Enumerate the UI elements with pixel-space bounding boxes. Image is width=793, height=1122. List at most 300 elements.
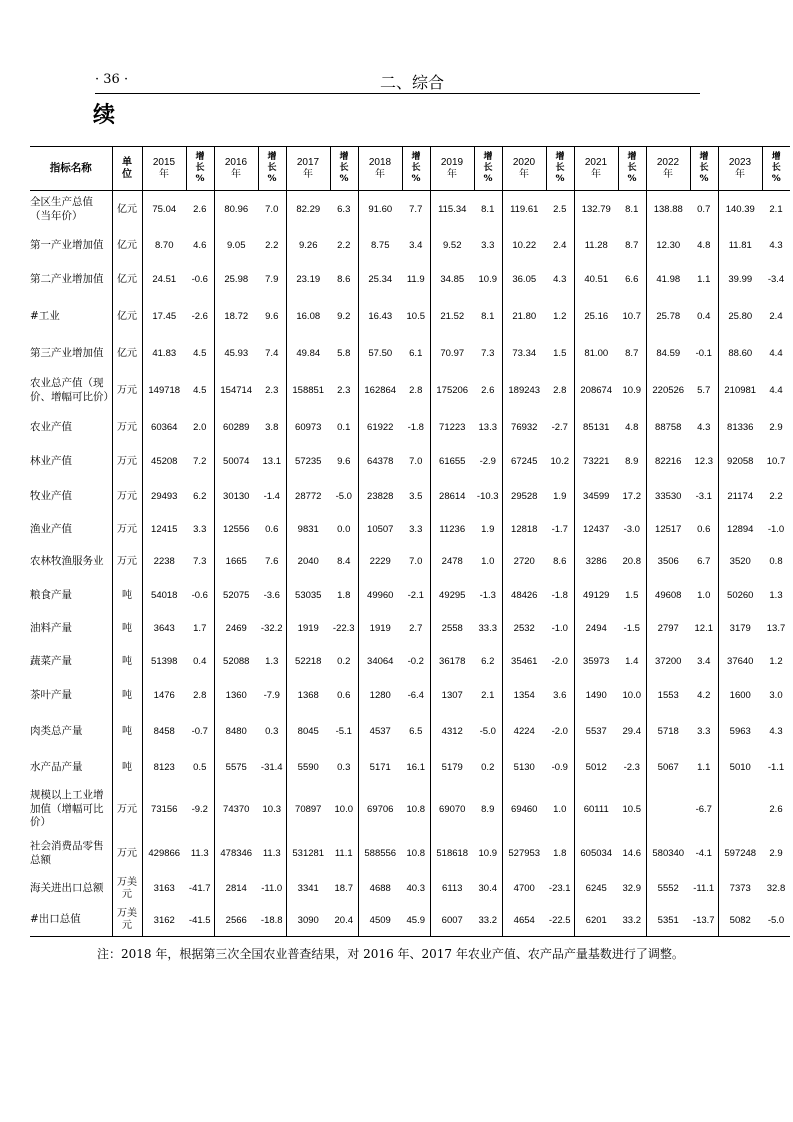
- growth-cell: 2.4: [546, 229, 574, 263]
- growth-cell: 2.9: [769, 422, 783, 433]
- row-unit: 万元: [112, 371, 142, 411]
- value-cell: 34599: [583, 491, 610, 502]
- value-cell: 49960: [367, 590, 394, 601]
- growth-cell: 8.1: [474, 297, 502, 337]
- value-cell: 1307: [441, 690, 463, 701]
- growth-cell: 7.0: [402, 545, 430, 579]
- growth-cell: 45.9: [402, 905, 430, 937]
- value-cell: 3341: [297, 883, 319, 894]
- growth-cell: -0.1: [690, 337, 718, 371]
- growth-cell: 32.8: [766, 883, 786, 894]
- value-cell: 74370: [223, 804, 250, 815]
- growth-cell: 2.9: [769, 848, 783, 859]
- growth-cell: -1.8: [402, 411, 430, 445]
- growth-cell: 4.3: [769, 240, 783, 251]
- growth-cell: -3.4: [767, 274, 785, 285]
- value-cell: 3286: [585, 556, 607, 567]
- value-cell: 9831: [297, 524, 319, 535]
- growth-cell: 2.3: [330, 371, 358, 411]
- value-cell: 162864: [364, 385, 397, 396]
- value-cell: 81.00: [584, 348, 609, 359]
- row-indicator-name: 茶叶产量: [30, 679, 112, 713]
- value-cell: 52218: [295, 656, 322, 667]
- growth-cell: -10.3: [474, 479, 502, 515]
- growth-cell: -0.2: [402, 645, 430, 679]
- value-cell: 138.88: [653, 204, 683, 216]
- value-cell: 1600: [729, 690, 751, 701]
- value-cell: 4509: [369, 914, 391, 926]
- value-cell: 5718: [657, 726, 679, 737]
- growth-cell: 1.8: [330, 579, 358, 613]
- value-cell: 69070: [439, 804, 466, 815]
- growth-cell: 8.1: [618, 191, 646, 229]
- value-cell: 220526: [652, 385, 685, 396]
- value-cell: 41.83: [152, 348, 177, 359]
- value-cell: 54018: [151, 590, 178, 601]
- value-cell: 60111: [583, 804, 609, 815]
- growth-cell: 2.5: [546, 191, 574, 229]
- table-row: [30, 263, 790, 297]
- row-unit: 吨: [112, 579, 142, 613]
- growth-cell: 20.4: [330, 905, 358, 937]
- growth-cell: 0.5: [186, 751, 214, 785]
- growth-cell: 7.0: [258, 191, 286, 229]
- value-cell: 69460: [511, 804, 538, 815]
- growth-cell: 6.2: [474, 645, 502, 679]
- value-cell: 5590: [297, 762, 319, 773]
- table-row: [30, 679, 790, 713]
- value-cell: 5552: [657, 883, 679, 894]
- value-cell: 60973: [295, 422, 322, 433]
- growth-cell: 10.9: [618, 371, 646, 411]
- value-cell: 92058: [727, 456, 754, 467]
- value-cell: 91.60: [368, 204, 393, 216]
- value-cell: 2814: [225, 883, 247, 894]
- value-cell: [718, 785, 762, 835]
- value-cell: 12556: [223, 524, 250, 535]
- row-unit: 万元: [112, 479, 142, 515]
- value-cell: 25.16: [584, 311, 609, 322]
- table-row: [30, 337, 790, 371]
- value-cell: 23828: [367, 491, 394, 502]
- value-cell: 588556: [364, 848, 397, 859]
- growth-cell: 7.4: [258, 337, 286, 371]
- row-indicator-name: 海关进出口总额: [30, 873, 112, 905]
- table-row: [30, 785, 790, 835]
- header-growth-2: 增 长 %: [330, 147, 358, 191]
- header-year-5: 2020 年: [502, 147, 546, 191]
- value-cell: 7373: [729, 883, 751, 894]
- row-indicator-name: 蔬菜产量: [30, 645, 112, 679]
- value-cell: 2797: [657, 623, 679, 634]
- value-cell: 527953: [508, 848, 541, 859]
- value-cell: 1368: [297, 690, 319, 701]
- row-indicator-name: 第三产业增加值: [30, 337, 112, 371]
- value-cell: 49.84: [296, 348, 321, 359]
- header-unit: [112, 147, 142, 191]
- header-rule: [95, 93, 700, 94]
- growth-cell: 3.3: [690, 713, 718, 751]
- growth-cell: 0.7: [690, 191, 718, 229]
- growth-cell: 33.2: [474, 905, 502, 937]
- growth-cell: 11.9: [402, 263, 430, 297]
- growth-cell: 8.6: [330, 263, 358, 297]
- growth-cell: -3.6: [258, 579, 286, 613]
- header-year-3: 2018 年: [358, 147, 402, 191]
- value-cell: 16.43: [368, 311, 393, 322]
- row-unit: 吨: [112, 645, 142, 679]
- growth-cell: -5.0: [474, 713, 502, 751]
- growth-cell: 10.0: [330, 785, 358, 835]
- value-cell: 33530: [655, 491, 682, 502]
- value-cell: 37200: [655, 656, 682, 667]
- value-cell: 28772: [295, 491, 322, 502]
- table-row: [30, 479, 790, 515]
- growth-cell: 29.4: [618, 713, 646, 751]
- growth-cell: 13.7: [766, 623, 786, 634]
- value-cell: 12.30: [656, 240, 681, 251]
- value-cell: 21174: [727, 491, 754, 502]
- growth-cell: 7.7: [402, 191, 430, 229]
- value-cell: 5171: [369, 762, 391, 773]
- row-unit: 万元: [112, 411, 142, 445]
- value-cell: 2720: [513, 556, 535, 567]
- growth-cell: 3.3: [474, 229, 502, 263]
- value-cell: 2469: [225, 623, 247, 634]
- value-cell: 11.28: [584, 240, 608, 251]
- growth-cell: 8.9: [618, 445, 646, 479]
- value-cell: 11.81: [728, 240, 752, 251]
- growth-cell: 4.3: [690, 411, 718, 445]
- value-cell: 34064: [367, 656, 394, 667]
- growth-cell: -31.4: [258, 751, 286, 785]
- growth-cell: -6.7: [690, 785, 718, 835]
- value-cell: 41.98: [656, 274, 681, 285]
- row-indicator-name: 水产品产量: [30, 751, 112, 785]
- value-cell: 5351: [657, 914, 679, 926]
- growth-cell: 2.2: [258, 229, 286, 263]
- growth-cell: 33.3: [474, 613, 502, 645]
- value-cell: 23.19: [296, 274, 321, 285]
- header-year-8: 2023 年: [718, 147, 762, 191]
- growth-cell: -11.0: [258, 873, 286, 905]
- value-cell: 82.29: [296, 204, 321, 216]
- row-unit: 吨: [112, 713, 142, 751]
- growth-cell: 10.5: [402, 297, 430, 337]
- row-indicator-name: 农林牧渔服务业: [30, 545, 112, 579]
- value-cell: 5130: [513, 762, 535, 773]
- value-cell: 53035: [295, 590, 322, 601]
- growth-cell: -2.0: [546, 713, 574, 751]
- value-cell: 531281: [292, 848, 325, 859]
- value-cell: 1919: [297, 623, 319, 634]
- value-cell: 119.61: [510, 204, 539, 216]
- value-cell: 57.50: [368, 348, 393, 359]
- table-row: [30, 545, 790, 579]
- value-cell: 50074: [223, 456, 250, 467]
- value-cell: 29528: [511, 491, 538, 502]
- header-year-2: 2017 年: [286, 147, 330, 191]
- value-cell: 9.52: [443, 240, 462, 251]
- growth-cell: -2.9: [474, 445, 502, 479]
- value-cell: 12415: [151, 524, 178, 535]
- row-indicator-name: 第二产业增加值: [30, 263, 112, 297]
- growth-cell: 0.8: [769, 556, 783, 567]
- growth-cell: 40.3: [402, 873, 430, 905]
- growth-cell: 11.3: [258, 835, 286, 873]
- growth-cell: -3.0: [618, 515, 646, 545]
- growth-cell: -1.8: [546, 579, 574, 613]
- value-cell: 39.99: [728, 274, 753, 285]
- row-indicator-name: #出口总值: [30, 905, 112, 937]
- value-cell: 49295: [439, 590, 466, 601]
- row-unit: 亿元: [112, 297, 142, 337]
- growth-cell: -5.0: [767, 914, 785, 926]
- growth-cell: 1.9: [546, 479, 574, 515]
- value-cell: 24.51: [152, 274, 177, 285]
- growth-cell: 7.9: [258, 263, 286, 297]
- value-cell: 88.60: [728, 348, 753, 359]
- value-cell: 69706: [367, 804, 394, 815]
- value-cell: 2494: [585, 623, 607, 634]
- value-cell: 115.34: [438, 204, 467, 216]
- value-cell: 5012: [585, 762, 607, 773]
- table-row: [30, 613, 790, 645]
- value-cell: 5575: [225, 762, 247, 773]
- value-cell: 76932: [511, 422, 538, 433]
- growth-cell: 13.3: [474, 411, 502, 445]
- growth-cell: 10.9: [474, 263, 502, 297]
- growth-cell: -0.9: [546, 751, 574, 785]
- growth-cell: -1.0: [767, 524, 785, 535]
- page-number: · 36 ·: [95, 72, 129, 87]
- growth-cell: 14.6: [618, 835, 646, 873]
- value-cell: 12894: [727, 524, 754, 535]
- header-year-6: 2021 年: [574, 147, 618, 191]
- value-cell: 61655: [439, 456, 466, 467]
- row-unit: 万美 元: [112, 905, 142, 937]
- value-cell: 70.97: [440, 348, 465, 359]
- growth-cell: 2.6: [186, 191, 214, 229]
- value-cell: 4537: [369, 726, 391, 737]
- value-cell: 6113: [442, 883, 463, 894]
- growth-cell: -23.1: [546, 873, 574, 905]
- row-indicator-name: 社会消费品零售总额: [30, 835, 112, 873]
- value-cell: 25.80: [728, 311, 753, 322]
- row-indicator-name: 农业总产值（现价、增幅可比价）: [30, 371, 112, 411]
- table-row: [30, 835, 790, 873]
- value-cell: 60364: [151, 422, 178, 433]
- section-title: 二、综合: [380, 73, 445, 92]
- value-cell: 8.75: [371, 240, 390, 251]
- value-cell: 1476: [153, 690, 175, 701]
- value-cell: 140.39: [725, 204, 755, 216]
- growth-cell: 7.3: [474, 337, 502, 371]
- growth-cell: 12.1: [690, 613, 718, 645]
- table-row: [30, 371, 790, 411]
- growth-cell: -0.6: [186, 263, 214, 297]
- value-cell: 3506: [657, 556, 679, 567]
- growth-cell: 2.8: [546, 371, 574, 411]
- value-cell: 8480: [225, 726, 247, 737]
- growth-cell: 0.6: [330, 679, 358, 713]
- growth-cell: 4.4: [769, 348, 783, 359]
- growth-cell: 20.8: [618, 545, 646, 579]
- value-cell: 29493: [151, 491, 178, 502]
- value-cell: 12437: [583, 524, 610, 535]
- value-cell: 5537: [585, 726, 607, 737]
- value-cell: 51398: [151, 656, 178, 667]
- growth-cell: 1.8: [546, 835, 574, 873]
- value-cell: 478346: [220, 848, 253, 859]
- growth-cell: 1.9: [474, 515, 502, 545]
- value-cell: 3090: [297, 914, 319, 926]
- header-growth-3: 增 长 %: [402, 147, 430, 191]
- growth-cell: 2.7: [402, 613, 430, 645]
- growth-cell: 5.7: [690, 371, 718, 411]
- value-cell: 49129: [583, 590, 610, 601]
- value-cell: 61922: [367, 422, 394, 433]
- growth-cell: 1.2: [769, 656, 783, 667]
- header-year-4: 2019 年: [430, 147, 474, 191]
- value-cell: 2566: [225, 914, 247, 926]
- growth-cell: 4.2: [690, 679, 718, 713]
- value-cell: 4700: [513, 883, 535, 894]
- value-cell: 6007: [441, 914, 463, 926]
- growth-cell: 0.6: [258, 515, 286, 545]
- value-cell: 50260: [727, 590, 754, 601]
- value-cell: 49608: [655, 590, 682, 601]
- value-cell: 84.59: [656, 348, 681, 359]
- value-cell: 73156: [151, 804, 178, 815]
- growth-cell: -11.1: [690, 873, 718, 905]
- value-cell: 9.05: [227, 240, 246, 251]
- growth-cell: -9.2: [186, 785, 214, 835]
- growth-cell: 2.8: [186, 679, 214, 713]
- growth-cell: 13.1: [258, 445, 286, 479]
- growth-cell: 10.0: [618, 679, 646, 713]
- value-cell: 10.22: [512, 240, 537, 251]
- value-cell: 45.93: [224, 348, 249, 359]
- row-indicator-name: 粮食产量: [30, 579, 112, 613]
- growth-cell: 3.3: [402, 515, 430, 545]
- value-cell: 75.04: [152, 204, 177, 216]
- growth-cell: 6.1: [402, 337, 430, 371]
- growth-cell: -1.0: [546, 613, 574, 645]
- value-cell: 10507: [367, 524, 394, 535]
- value-cell: 5963: [729, 726, 751, 737]
- growth-cell: 6.2: [186, 479, 214, 515]
- value-cell: 16.08: [296, 311, 321, 322]
- value-cell: 1360: [225, 690, 247, 701]
- value-cell: 37640: [727, 656, 754, 667]
- value-cell: 82216: [655, 456, 682, 467]
- growth-cell: 0.1: [330, 411, 358, 445]
- value-cell: 35461: [511, 656, 538, 667]
- growth-cell: 1.3: [769, 590, 783, 601]
- growth-cell: -22.5: [546, 905, 574, 937]
- growth-cell: -0.7: [186, 713, 214, 751]
- value-cell: 2478: [441, 556, 463, 567]
- growth-cell: 4.5: [186, 337, 214, 371]
- value-cell: 518618: [436, 848, 469, 859]
- row-unit: 亿元: [112, 263, 142, 297]
- growth-cell: 10.3: [258, 785, 286, 835]
- header-growth-5: 增 长 %: [546, 147, 574, 191]
- table-row: [30, 515, 790, 545]
- growth-cell: 6.7: [690, 545, 718, 579]
- row-indicator-name: 林业产值: [30, 445, 112, 479]
- value-cell: 4224: [513, 726, 535, 737]
- value-cell: 189243: [508, 385, 541, 396]
- growth-cell: -1.4: [258, 479, 286, 515]
- value-cell: 12818: [511, 524, 538, 535]
- value-cell: 21.80: [512, 311, 537, 322]
- header-growth-0: 增 长 %: [186, 147, 214, 191]
- value-cell: 3162: [153, 914, 175, 926]
- growth-cell: 9.2: [330, 297, 358, 337]
- row-indicator-name: 农业产值: [30, 411, 112, 445]
- growth-cell: -3.1: [690, 479, 718, 515]
- row-unit: 万元: [112, 835, 142, 873]
- value-cell: 12517: [655, 524, 682, 535]
- value-cell: 6201: [585, 914, 607, 926]
- value-cell: 5179: [441, 762, 463, 773]
- growth-cell: 4.3: [546, 263, 574, 297]
- value-cell: 132.79: [581, 204, 611, 216]
- growth-cell: 8.7: [618, 337, 646, 371]
- table-header: [30, 147, 790, 191]
- row-unit: 万元: [112, 545, 142, 579]
- value-cell: 210981: [724, 385, 757, 396]
- table-row: [30, 297, 790, 337]
- row-unit: 吨: [112, 751, 142, 785]
- header-indicator: 指标名称: [30, 147, 112, 191]
- value-cell: [646, 785, 690, 835]
- growth-cell: 6.5: [402, 713, 430, 751]
- growth-cell: 0.4: [186, 645, 214, 679]
- value-cell: 3643: [153, 623, 175, 634]
- growth-cell: 3.0: [769, 690, 783, 701]
- growth-cell: 10.5: [618, 785, 646, 835]
- value-cell: 5082: [729, 914, 751, 926]
- growth-cell: 10.9: [474, 835, 502, 873]
- table-row: [30, 645, 790, 679]
- growth-cell: 1.4: [618, 645, 646, 679]
- row-unit: 亿元: [112, 191, 142, 229]
- value-cell: 2040: [297, 556, 319, 567]
- header-row: [30, 147, 790, 191]
- growth-cell: -1.5: [618, 613, 646, 645]
- table-body: [30, 191, 790, 937]
- value-cell: 154714: [220, 385, 253, 396]
- growth-cell: 3.3: [186, 515, 214, 545]
- value-cell: 34.85: [440, 274, 465, 285]
- value-cell: 67245: [511, 456, 538, 467]
- row-unit: 万元: [112, 445, 142, 479]
- value-cell: 25.98: [224, 274, 249, 285]
- value-cell: 3163: [153, 883, 175, 894]
- table-row: [30, 411, 790, 445]
- growth-cell: 16.1: [402, 751, 430, 785]
- value-cell: 25.34: [368, 274, 393, 285]
- header-unit-label: 单 位: [122, 157, 132, 180]
- value-cell: 60289: [223, 422, 250, 433]
- value-cell: 88758: [655, 422, 682, 433]
- row-indicator-name: 第一产业增加值: [30, 229, 112, 263]
- value-cell: 8458: [153, 726, 175, 737]
- value-cell: 17.45: [152, 311, 177, 322]
